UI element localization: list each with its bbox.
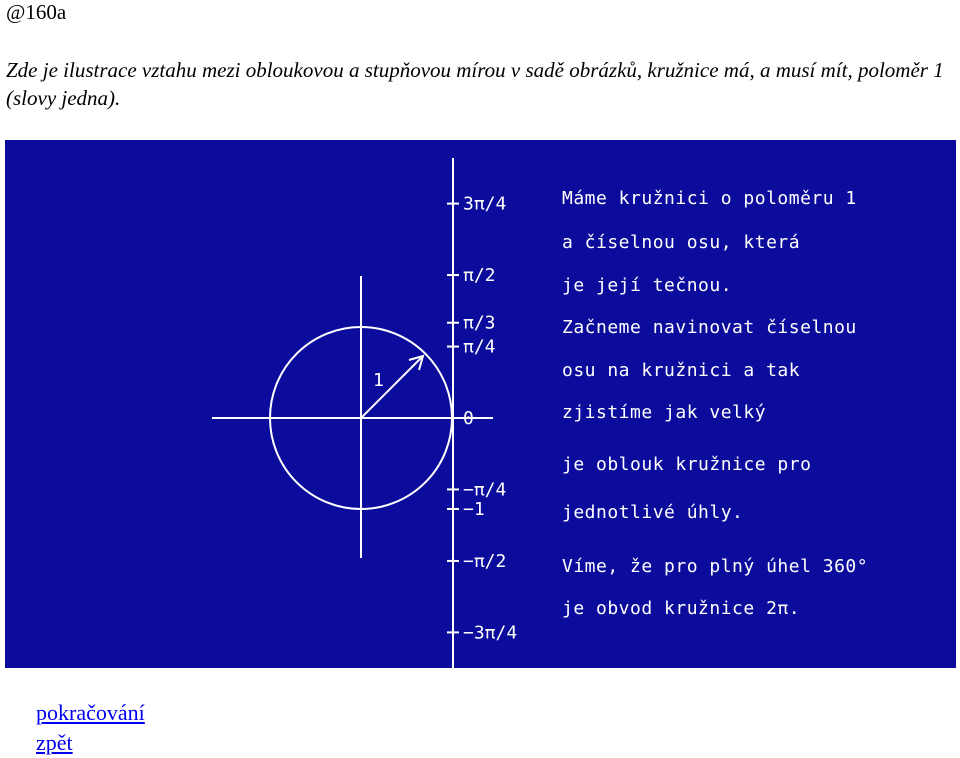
explanation-line: osu na kružnici a tak [562, 360, 801, 381]
explanation-line: je obvod kružnice 2π. [562, 598, 801, 619]
explanation-line: zjistíme jak velký [562, 402, 767, 423]
intro-paragraph: Zde je ilustrace vztahu mezi obloukovou a stupňovou mírou v sadě obrázků, kružnice má, a musí mít, poloměr 1 (slovy jedna). [6, 58, 944, 110]
navigation-links [36, 698, 145, 758]
tick-label: −3π/4 [463, 622, 518, 644]
unit-circle-figure [5, 140, 956, 668]
tick-label: π/4 [463, 336, 496, 358]
explanation-line: Začneme navinovat číselnou [562, 317, 857, 338]
radian-illustration [5, 140, 956, 668]
tick-label: −π/4 [463, 479, 507, 501]
tick-label: 0 [463, 408, 474, 429]
back-link[interactable]: zpět [36, 730, 73, 755]
tick-label: π/3 [463, 312, 496, 334]
tick-label: 3π/4 [463, 193, 507, 215]
explanation-line: Víme, že pro plný úhel 360° [562, 556, 869, 577]
tick-label: −π/2 [463, 550, 507, 572]
explanation-line: Máme kružnici o poloměru 1 [562, 188, 857, 209]
explanation-line: a číselnou osu, která [562, 232, 801, 253]
radius-line [361, 357, 422, 418]
tick-label: π/2 [463, 265, 496, 287]
radius-label: 1 [373, 370, 384, 391]
continue-link[interactable]: pokračování [36, 700, 145, 725]
tick-label: −1 [463, 499, 485, 520]
explanation-text [562, 188, 868, 619]
page-id-label: @160a [6, 0, 67, 24]
explanation-line: jednotlivé úhly. [562, 502, 744, 523]
explanation-line: je oblouk kružnice pro [562, 454, 812, 475]
explanation-line: je její tečnou. [562, 275, 733, 296]
